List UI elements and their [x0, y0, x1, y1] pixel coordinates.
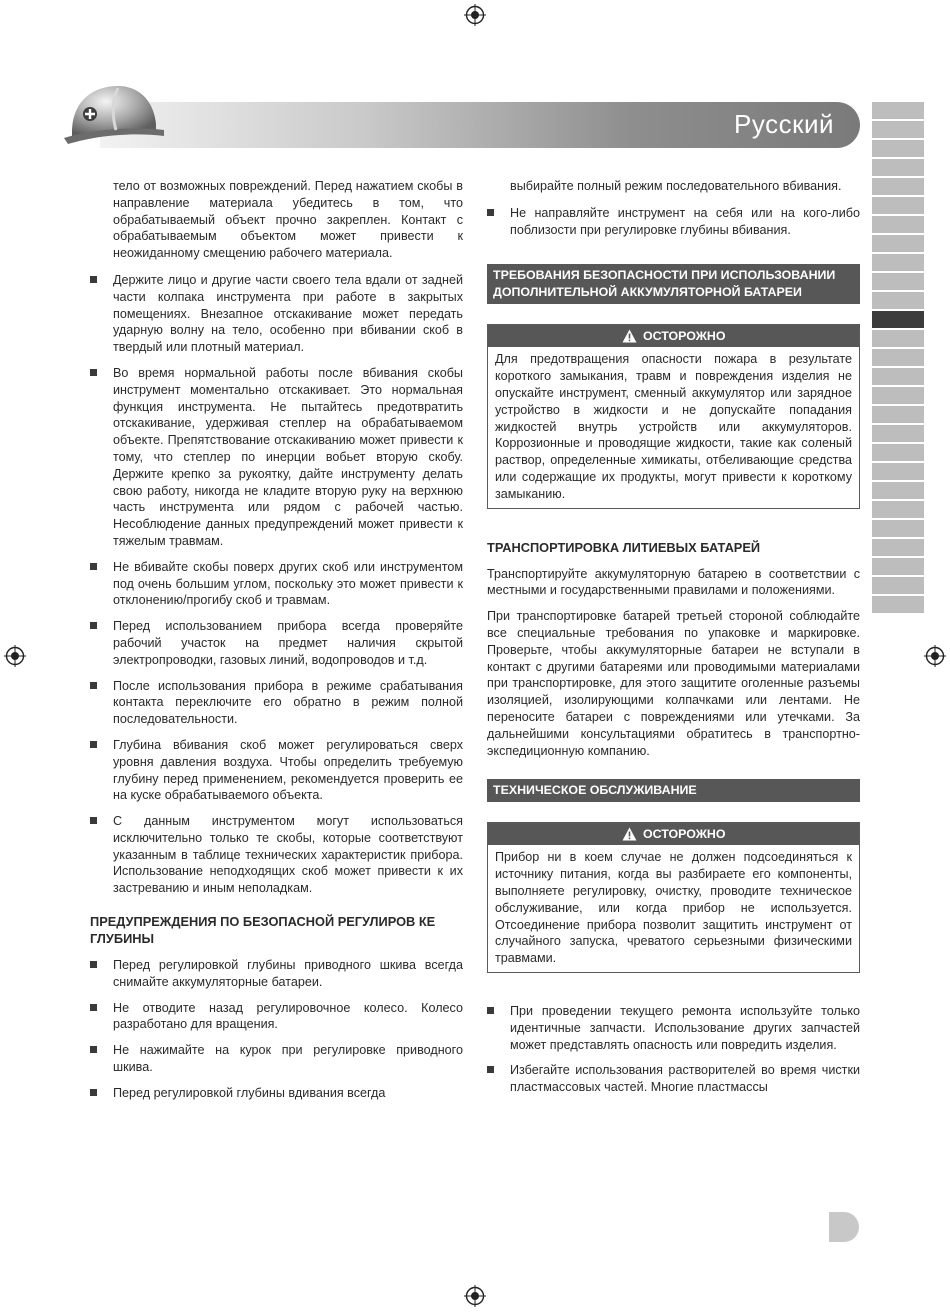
list-item: Во время нормальной работы после вбивания скобы инструмент моментально отскакивает. Это нормальная функция инструмента. Не пытайтесь предотвратить отскакивание, удерживая степлер на обрабатываемом объекте. Препятствование отскакиванию может привести к тому, что степлер по инерции вобьет вторую скобу. Держите крепко за рукоятку, дайте инструменту делать свою работу, никогда не кладите вторую руку на верхнюю часть инструмента или рядом с рабочей частью. Несоблюдение данных предупреждений может привести к тяжелым травмам. — [90, 365, 463, 550]
section-tab — [872, 292, 924, 309]
warning-triangle-icon — [622, 827, 637, 841]
registration-mark-icon — [924, 645, 946, 667]
section-tab — [872, 235, 924, 252]
bullet-square-icon — [90, 1046, 97, 1053]
bullet-square-icon — [487, 1007, 494, 1014]
warning-box-maintenance — [487, 822, 860, 973]
safety-bullet-list — [90, 272, 463, 897]
transport-paragraph-1: Транспортируйте аккумуляторную батарею в соответствии с местными и государственными правилами и положениями. — [487, 566, 860, 598]
section-tab — [872, 330, 924, 347]
list-item: Держите лицо и другие части своего тела вдали от задней части колпака инструмента при работе в закрытых помещениях. Внезапное отскакивание может передать ударную волну на тело, особенно при вбивании скоб в твердый или плотный материал. — [90, 272, 463, 356]
bullet-square-icon — [90, 817, 97, 824]
warning-text: Для предотвращения опасности пожара в результате короткого замыкания, травм и повреждения изделия не опускайте инструмент, сменный аккумулятор или зарядное устройство в жидкости и не допускайте попадания жидкостей внутрь устройств или аккумуляторов. Коррозионные и проводящие жидкости, такие как соленый раствор, определенные химикаты, отбеливающие средства или содержащие их продукты, могут привести к короткому замыканию. — [495, 352, 852, 501]
section-tab — [872, 349, 924, 366]
bullet-square-icon — [90, 276, 97, 283]
list-item: При проведении текущего ремонта используйте только идентичные запчасти. Использование других запчастей может представлять опасность или повредить изделия. — [487, 1003, 860, 1053]
warning-box-battery — [487, 324, 860, 508]
section-tab — [872, 159, 924, 176]
registration-mark-icon — [464, 1285, 486, 1307]
transport-paragraph-2: При транспортировке батарей третьей стороной соблюдайте все специальные требования по упаковке и маркировке. Проверьте, чтобы аккумуляторные батареи не вступали в контакт с другими батареями или проводимыми материалами при транспортировке, для этого защитите оголенные разъемы изоляцией, изолирующими колпачками или лентами. Не переносите батареи с повреждениями или утечками. За дальнейшими консультациями обратитесь в транспортно-экспедиционную компанию. — [487, 609, 860, 758]
section-tab — [872, 596, 924, 613]
list-item: Избегайте использования растворителей во время чистки пластмассовых частей. Многие пластмассы — [487, 1062, 860, 1096]
bullet-square-icon — [90, 563, 97, 570]
bullet-square-icon — [90, 1089, 97, 1096]
list-item: Не нажимайте на курок при регулировке приводного шкива. — [90, 1042, 463, 1076]
bullet-square-icon — [90, 622, 97, 629]
warning-label: ОСТОРОЖНО — [642, 827, 726, 842]
section-tab — [872, 539, 924, 556]
maintenance-heading: ТЕХНИЧЕСКОЕ ОБСЛУЖИВАНИЕ — [487, 779, 860, 802]
section-tab — [872, 140, 924, 157]
warning-header — [488, 823, 859, 845]
bullet-square-icon — [90, 682, 97, 689]
section-tab — [872, 387, 924, 404]
section-tab — [872, 558, 924, 575]
section-tab — [872, 577, 924, 594]
bullet-square-icon — [90, 741, 97, 748]
list-item: С данным инструментом могут использоваться исключительно только те скобы, которые соответствуют указанным в таблице технических характеристик прибора. Использование неподходящих скоб может привести к их застреванию и иным неполадкам. — [90, 813, 463, 897]
list-item: Не направляйте инструмент на себя или на кого-либо поблизости при регулировке глубины вбивания. — [487, 205, 860, 239]
bullet-square-icon — [487, 209, 494, 216]
section-tab — [872, 463, 924, 480]
continued-paragraph: выбирайте полный режим последовательного вбивания. — [510, 179, 842, 193]
bullet-square-icon — [487, 1066, 494, 1073]
section-tab — [872, 520, 924, 537]
list-item: После использования прибора в режиме срабатывания контакта переключите его обратно в режим полной последовательности. — [90, 678, 463, 728]
section-tab — [872, 482, 924, 499]
depth-bullet-list — [90, 957, 463, 1102]
section-tab — [872, 368, 924, 385]
section-tab — [872, 501, 924, 518]
language-label: Русский — [734, 109, 834, 139]
depth-bullet-list-continued — [487, 205, 860, 239]
battery-safety-heading: ТРЕБОВАНИЯ БЕЗОПАСНОСТИ ПРИ ИСПОЛЬЗОВАНИИ ДОПОЛНИТЕЛЬНОЙ АККУМУЛЯТОРНОЙ БАТАРЕИ — [487, 264, 860, 304]
list-item: Перед регулировкой глубины приводного шкива всегда снимайте аккумуляторные батареи. — [90, 957, 463, 991]
header-banner — [100, 102, 860, 148]
warning-header — [488, 325, 859, 347]
bullet-square-icon — [90, 1004, 97, 1011]
warning-text: Прибор ни в коем случае не должен подсоединяться к источнику питания, когда вы разбираете его компоненты, выполняете регулировку, очистку, проводите техническое обслуживание, или когда прибор не используется. Отсоединение прибора позволит защитить инструмент от случайного запуска, чреватого серьезными физическими травмами. — [495, 850, 852, 966]
warning-label: ОСТОРОЖНО — [642, 329, 726, 344]
section-tab — [872, 216, 924, 233]
section-tab — [872, 425, 924, 442]
bullet-square-icon — [90, 369, 97, 376]
registration-mark-icon — [464, 4, 486, 26]
maintenance-bullet-list — [487, 1003, 860, 1096]
list-item: Перед использованием прибора всегда проверяйте рабочий участок на предмет наличия скрытой электропроводки, газовых линий, водопроводов и т.д. — [90, 618, 463, 668]
list-item: Не вбивайте скобы поверх других скоб или инструментом под очень большим углом, поскольку это может привести к отклонению/прогибу скоб и травмам. — [90, 559, 463, 609]
registration-mark-icon — [4, 645, 26, 667]
section-tab — [872, 254, 924, 271]
page-number-tab — [829, 1212, 859, 1242]
right-column — [487, 178, 860, 1105]
section-index-tabs — [872, 102, 924, 615]
warning-triangle-icon — [622, 329, 637, 343]
helmet-icon — [60, 80, 170, 150]
list-item: Перед регулировкой глубины вдивания всегда — [90, 1085, 463, 1102]
left-column — [90, 178, 463, 1111]
section-tab — [872, 197, 924, 214]
section-tab — [872, 102, 924, 119]
bullet-square-icon — [90, 961, 97, 968]
list-item: Глубина вбивания скоб может регулироваться сверх уровня давления воздуха. Чтобы определить требуемую глубину перед применением, рекомендуется проверить ее на куске обрабатываемого объекта. — [90, 737, 463, 804]
transport-heading: ТРАНСПОРТИРОВКА ЛИТИЕВЫХ БАТАРЕЙ — [487, 539, 761, 555]
section-tab — [872, 121, 924, 138]
intro-paragraph: тело от возможных повреждений. Перед нажатием скобы в направление материала убедитесь в том, что обрабатываемый объект прочно закреплен. Контакт с обрабатываемым объектом может привести к неожиданному смещению рабочего материала. — [113, 179, 463, 261]
section-tab — [872, 406, 924, 423]
section-tab — [872, 178, 924, 195]
section-tab — [872, 273, 924, 290]
section-tab — [872, 444, 924, 461]
section-tab-active — [872, 311, 924, 328]
list-item: Не отводите назад регулировочное колесо. Колесо разработано для вращения. — [90, 1000, 463, 1034]
depth-section-heading: ПРЕДУПРЕЖДЕНИЯ ПО БЕЗОПАСНОЙ РЕГУЛИРОВ КЕ ГЛУБИНЫ — [90, 914, 436, 947]
